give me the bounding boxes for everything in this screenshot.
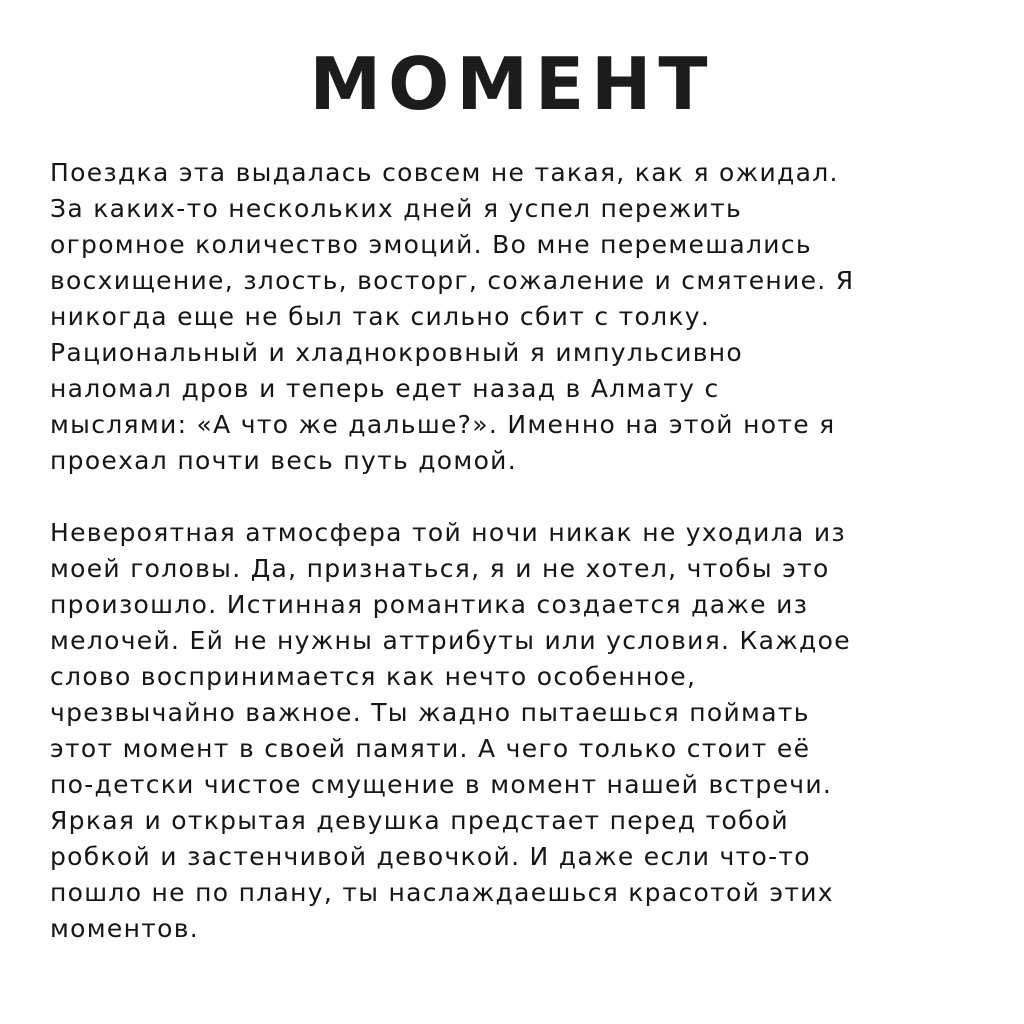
text-line: моментов. (50, 914, 199, 943)
paragraph-1 (50, 155, 990, 479)
text-line: Поездка эта выдалась совсем не такая, как я ожидал. (50, 158, 839, 187)
page-title: МОМЕНТ (309, 42, 715, 126)
text-line: Рациональный и хладнокровный я импульсивно (50, 338, 744, 367)
text-line: Яркая и открытая девушка предстает перед тобой (50, 806, 789, 835)
text-line: робкой и застенчивой девочкой. И даже если что-то (50, 842, 811, 871)
text-line: восхищение, злость, восторг, сожаление и смятение. Я (50, 266, 855, 295)
text-line: произошло. Истинная романтика создается даже из (50, 590, 809, 619)
paragraph-2 (50, 515, 990, 947)
text-line: проехал почти весь путь домой. (50, 446, 517, 475)
text-line: Невероятная атмосфера той ночи никак не уходила из (50, 518, 846, 547)
text-line: этот момент в своей памяти. А чего только стоит её (50, 734, 811, 763)
text-line: огромное количество эмоций. Во мне перемешались (50, 230, 812, 259)
text-line: по-детски чистое смущение в момент нашей встречи. (50, 770, 833, 799)
text-line: мыслями: «А что же дальше?». Именно на этой ноте я (50, 410, 836, 439)
text-line: наломал дров и теперь едет назад в Алмату с (50, 374, 720, 403)
text-line: чрезвычайно важное. Ты жадно пытаешься поймать (50, 698, 810, 727)
text-line: пошло не по плану, ты наслаждаешься красотой этих (50, 878, 834, 907)
text-line: слово воспринимается как нечто особенное, (50, 662, 697, 691)
text-line: моей головы. Да, признаться, я и не хотел, чтобы это (50, 554, 830, 583)
text-line: мелочей. Ей не нужны аттрибуты или условия. Каждое (50, 626, 851, 655)
text-line: За каких-то нескольких дней я успел пережить (50, 194, 742, 223)
text-line: никогда еще не был так сильно сбит с толку. (50, 302, 711, 331)
